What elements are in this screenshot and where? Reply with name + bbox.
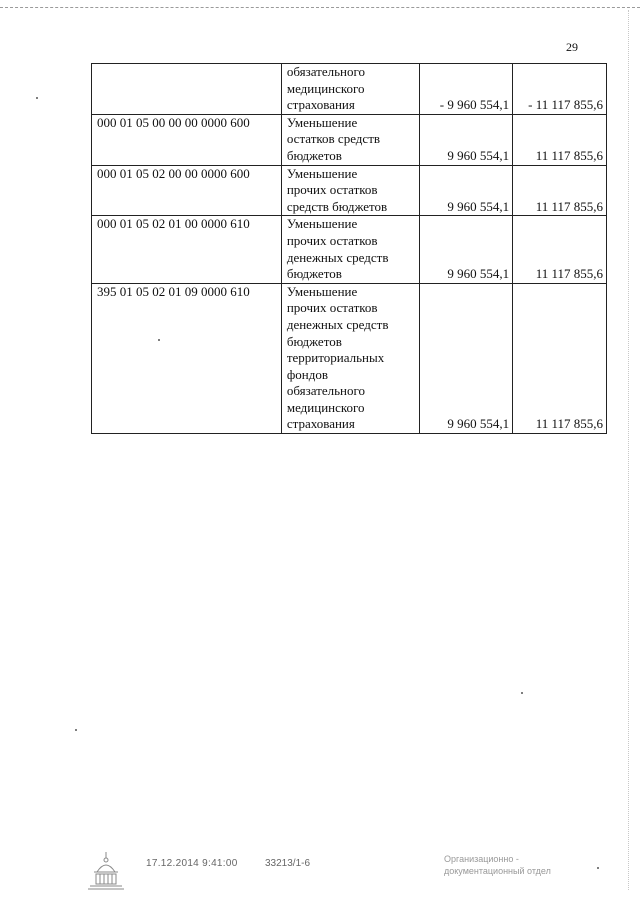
row-name-line: страхования [286,97,355,113]
row-code: 000 01 05 00 00 00 0000 600 [92,114,282,165]
row-code: 000 01 05 02 00 00 0000 600 [92,165,282,216]
department-stamp-line: документационный отдел [444,866,551,876]
row-value-2016: - 11 117 855,6 [513,64,607,115]
budget-sources-table [91,63,607,434]
row-name-line: прочих остатков [286,232,378,248]
row-name-line: Уменьшение [286,216,358,232]
row-value-2016: 11 117 855,6 [513,114,607,165]
row-code: 000 01 05 02 01 00 0000 610 [92,216,282,283]
row-value-2015: 9 960 554,1 [419,283,512,433]
page-number: 29 [566,40,578,54]
row-value-2015: 9 960 554,1 [419,114,512,165]
row-name-line: медицинского [286,399,365,415]
row-name-line: прочих остатков [286,182,378,198]
row-name-line: Уменьшение [286,283,358,299]
table-row [92,165,607,216]
row-name [281,165,419,216]
registration-datetime: 17.12.2014 9:41:00 [146,858,238,869]
department-stamp-line: Организационно - [444,854,519,864]
row-value-2016: 11 117 855,6 [513,216,607,283]
row-value-2016: 11 117 855,6 [513,283,607,433]
row-name-line: обязательного [286,64,366,79]
row-name-line: Уменьшение [286,114,358,130]
registration-number: 33213/1-6 [265,858,311,869]
row-code [92,64,282,115]
row-value-2015: 9 960 554,1 [419,216,512,283]
scan-border-right [628,10,629,890]
row-name [281,216,419,283]
table-row [92,64,607,115]
row-name-line: бюджетов [286,266,342,282]
duma-building-logo-icon [86,850,126,892]
table-row [92,114,607,165]
row-name-line: территориальных [286,350,385,366]
scan-border-top [0,7,640,8]
scan-speck [521,692,523,694]
row-code: 395 01 05 02 01 09 0000 610 [92,283,282,433]
row-name-line: денежных средств [286,316,389,332]
row-name-line: обязательного [286,383,366,399]
row-name-line: медицинского [286,80,365,96]
row-name-line: Уменьшение [286,165,358,181]
row-name [281,283,419,433]
table-row [92,216,607,283]
table-row [92,283,607,433]
row-value-2015: 9 960 554,1 [419,165,512,216]
scan-speck [597,867,599,869]
row-name-line: прочих остатков [286,300,378,316]
row-name [281,64,419,115]
row-name-line: бюджетов [286,333,342,349]
row-value-2016: 11 117 855,6 [513,165,607,216]
row-name-line: остатков средств [286,131,381,147]
department-stamp [444,853,551,877]
row-name [281,114,419,165]
scan-speck [75,729,77,731]
scan-speck [158,339,160,341]
row-name-line: денежных средств [286,249,389,265]
scan-speck [36,97,38,99]
row-name-line: средств бюджетов [286,198,388,214]
row-value-2015: - 9 960 554,1 [419,64,512,115]
row-name-line: фондов [286,366,328,382]
row-name-line: бюджетов [286,147,342,163]
row-name-line: страхования [286,416,355,432]
